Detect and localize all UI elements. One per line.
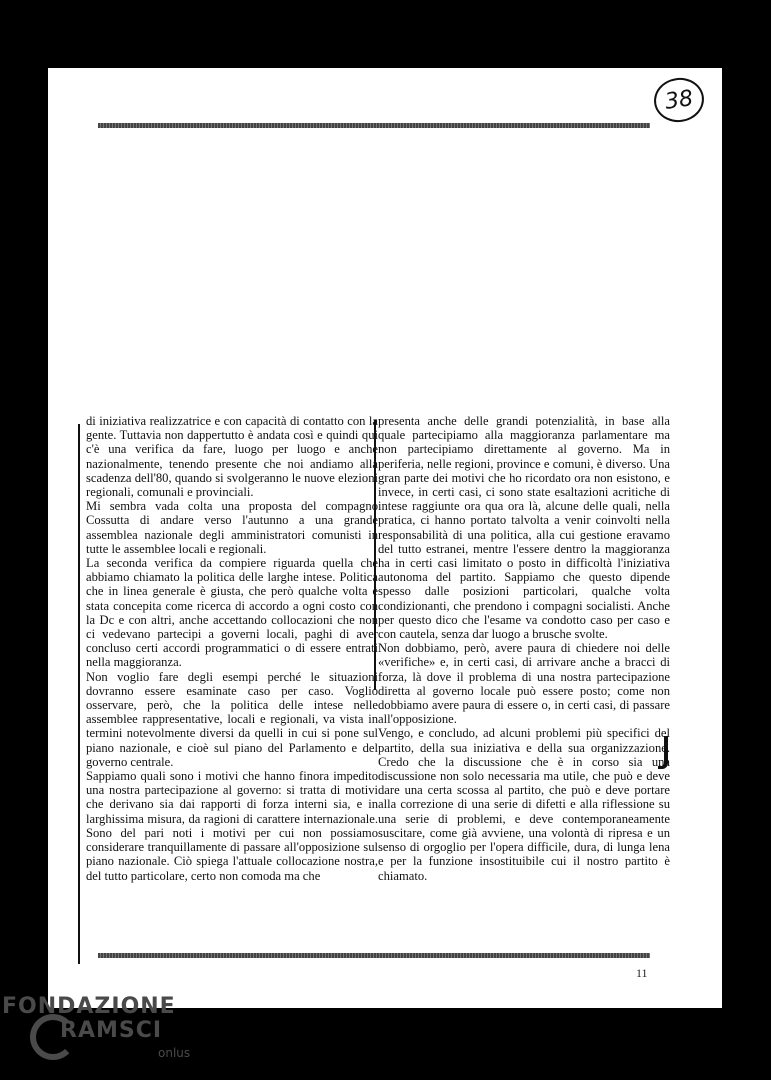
watermark-line2: RAMSCI (60, 1018, 163, 1043)
footer-page-number: 11 (636, 966, 648, 980)
text-column-right (378, 414, 670, 883)
bottom-rule (98, 953, 650, 958)
text-column-left (86, 414, 378, 883)
paragraph: La seconda verifica da compiere riguarda quella che abbiamo chiamato la politica delle larghe intese. Politica che in linea generale è giusta, che però qualche volta è stata concepita come ricerca di accordo a ogni costo con la Dc e con altri, anche accettando collocazioni che non ci vedevano partecipi a governi locali, paghi di aver concluso certi accordi programmatici o di essere entrati nella maggioranza. (86, 556, 378, 670)
top-rule (98, 123, 650, 128)
paragraph: presenta anche delle grandi potenzialità, in base alla quale partecipiamo alla maggioranza parlamentare ma non partecipiamo direttamente al governo. Ma in periferia, nelle regioni, province e comuni, è diverso. Una gran parte dei motivi che ho ricordato ora non esistono, e invece, in certi casi, ci sono state esaltazioni acritiche di intese raggiunte ora qua ora là, alcune delle quali, nella pratica, ci hanno portato talvolta a venir coinvolti nella responsabilità di una politica, alla cui gestione eravamo del tutto estranei, mentre l'essere dentro la maggioranza ha in certi casi limitato o posto in difficoltà l'iniziativa autonoma del partito. Sappiamo che questo dipende spesso dalle posizioni particolari, qualche volta condizionanti, che prendono i compagni socialisti. Anche per questo dico che l'esame va condotto caso per caso e con cautela, senza dar luogo a brusche svolte. (378, 414, 670, 642)
paragraph: Sappiamo quali sono i motivi che hanno finora impedito una nostra partecipazione al governo: si tratta di motivi che derivano sia dai rapporti di forza interni sia, e in larghissima misura, da ragioni di carattere internazionale. Sono del pari noti i motivi per cui non possiamo considerare tranquillamente di passare all'opposizione sul piano nazionale. Ciò spiega l'attuale collocazione nostra, del tutto particolare, certo non comoda ma che (86, 769, 378, 883)
paragraph: Vengo, e concludo, ad alcuni problemi più specifici del partito, della sua iniziativa e della sua organizzazione. Credo che la discussione che è in corso sia una discussione non solo necessaria ma utile, che può e deve dare una certa scossa al partito, che può e deve portare alla correzione di una serie di difetti e alla riflessione su una serie di problemi, e deve contemporaneamente suscitare, come già avviene, una volontà di ripresa e un senso di orgoglio per l'opera difficile, dura, di lunga lena e per la funzione insostituibile cui il nostro partito è chiamato. (378, 726, 670, 883)
paragraph: Non dobbiamo, però, avere paura di chiedere noi delle «verifiche» e, in certi casi, di arrivare anche a bracci di forza, là dove il problema di una nostra partecipazione diretta al governo locale può essere posto; come non dobbiamo avere paura di essere o, in certi casi, di passare all'opposizione. (378, 641, 670, 727)
handwritten-page-number: 38 (651, 75, 707, 126)
watermark-suffix: onlus (158, 1046, 191, 1060)
document-page (48, 68, 722, 1008)
watermark-logo (0, 990, 240, 1080)
paragraph: Non voglio fare degli esempi perché le situazioni dovranno essere esaminate caso per caso. Voglio osservare, però, che la politica delle intese nelle assemblee rappresentative, locali e regionali, va vista in termini notevolmente diversi da quelli in cui si pone sul piano nazionale, e cioè sul piano del Parlamento e del governo centrale. (86, 669, 378, 769)
paragraph: di iniziativa realizzatrice e con capacità di contatto con la gente. Tuttavia non dappertutto è andata così e quindi qui c'è una verifica da fare, luogo per luogo e anche nazionalmente, tenendo presente che noi andiamo alla scadenza dell'80, quando si svolgeranno le nuove elezioni regionali, comunali e provinciali. (86, 414, 378, 500)
watermark-line1: FONDAZIONE (2, 994, 176, 1019)
margin-bracket-left (78, 424, 80, 964)
paragraph: Mi sembra vada colta una proposta del compagno Cossutta di andare verso l'autunno a una grande assemblea nazionale degli amministratori comunisti in tutte le assemblee locali e regionali. (86, 499, 378, 556)
